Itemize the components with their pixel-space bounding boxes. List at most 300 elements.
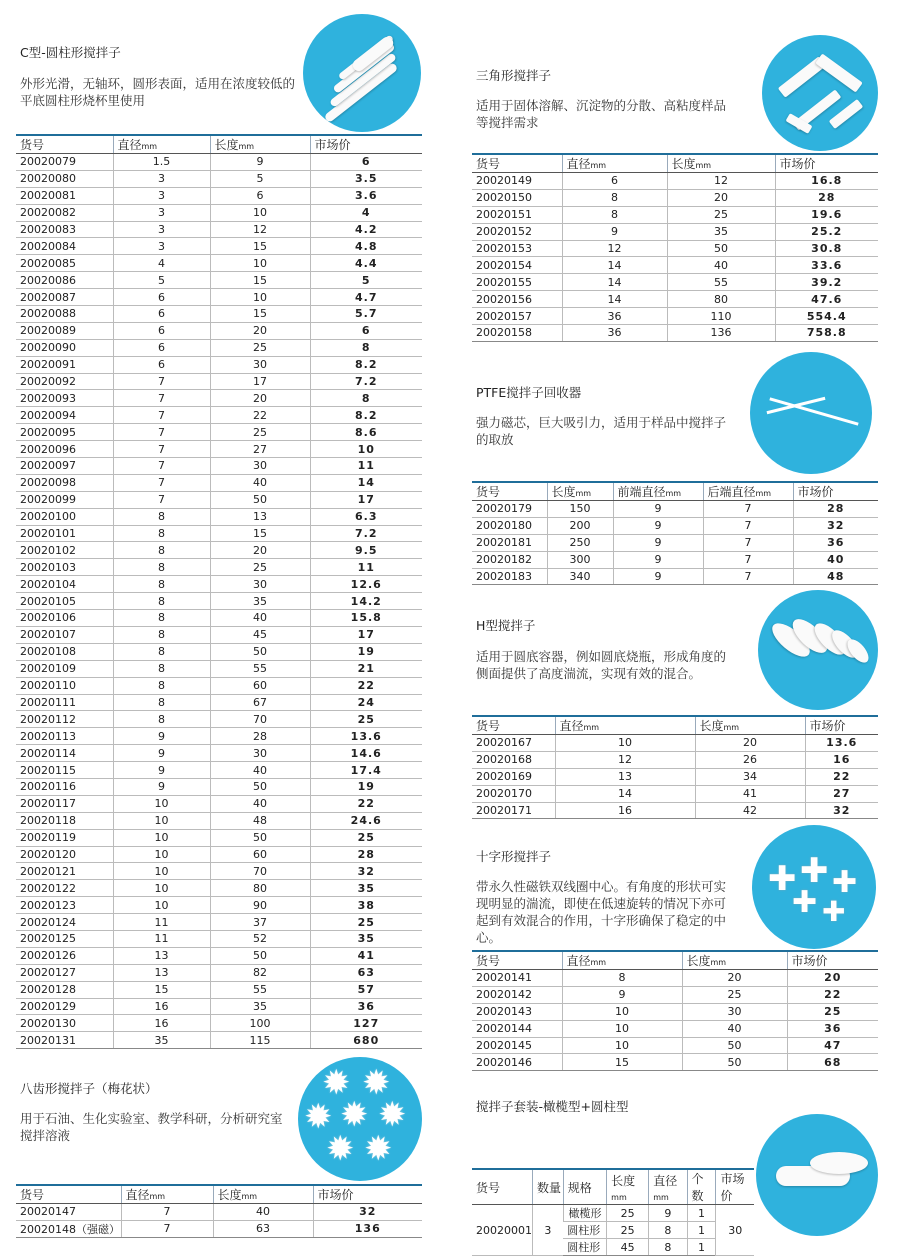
table-row [16, 795, 422, 812]
table-row [16, 947, 422, 964]
column-header: 直径mm [113, 135, 210, 154]
table-cell: 8 [113, 542, 210, 559]
table-cell: 19 [310, 778, 422, 795]
table-row [16, 441, 422, 458]
table-cell: 30 [210, 458, 310, 475]
table-row [16, 762, 422, 779]
kit-image [756, 1114, 878, 1236]
table-cell: 10 [310, 441, 422, 458]
table-cell: 14 [562, 257, 667, 274]
table-cell: 40 [210, 474, 310, 491]
table-cell: 20020170 [472, 785, 555, 802]
table-cell: 20020179 [472, 501, 547, 518]
table-cell: 35 [667, 223, 775, 240]
unit-label: mm [755, 489, 772, 498]
table-cell: 15 [562, 1054, 682, 1071]
table-cell: 20020099 [16, 491, 113, 508]
table-row [16, 306, 422, 323]
unit-label: mm [611, 1192, 627, 1202]
table-cell: 10 [113, 897, 210, 914]
table-cell: 20020146 [472, 1054, 562, 1071]
table-cell: 橄榄形 [563, 1205, 606, 1222]
table-cell: 4 [113, 255, 210, 272]
table-cell: 30 [210, 356, 310, 373]
table-row [472, 735, 878, 752]
table-cell: 25 [310, 829, 422, 846]
table-cell: 7 [121, 1220, 213, 1237]
table-cell: 20020095 [16, 424, 113, 441]
table-cell: 20 [210, 542, 310, 559]
table-header [472, 154, 878, 173]
table-cell: 4.8 [310, 238, 422, 255]
table-row [472, 751, 878, 768]
column-header: 长度mm [682, 951, 787, 970]
table-header [472, 1169, 754, 1205]
table-row [472, 534, 878, 551]
table-cell: 24 [310, 694, 422, 711]
table-cell: 圆柱形 [563, 1222, 606, 1239]
table-cell: 55 [667, 274, 775, 291]
table-cell: 20020086 [16, 272, 113, 289]
table-cell: 25 [210, 559, 310, 576]
table-cell: 37 [210, 914, 310, 931]
table-row [16, 542, 422, 559]
table-cell: 27 [805, 785, 878, 802]
table-cell: 4 [310, 204, 422, 221]
table-row [16, 593, 422, 610]
table-cell: 70 [210, 863, 310, 880]
table-cell: 35 [210, 593, 310, 610]
table-row [16, 778, 422, 795]
octagon-desc: 用于石油、生化实验室、教学科研，分析研究室搅拌溶液 [20, 1111, 283, 1143]
table-cell: 13 [113, 964, 210, 981]
table-cell: 20020151 [472, 206, 562, 223]
table-cell: 5 [310, 272, 422, 289]
table-cell: 20020115 [16, 762, 113, 779]
table-row [16, 204, 422, 221]
table-row [16, 610, 422, 627]
table-cell: 5.7 [310, 306, 422, 323]
cross-image: ✚ ✚ ✚ ✚ ✚ [752, 825, 876, 949]
unit-label: mm [710, 958, 727, 967]
table-cell: 8 [649, 1222, 687, 1239]
column-header: 市场价 [310, 135, 422, 154]
table-cell: 22 [310, 677, 422, 694]
table-row [472, 501, 878, 518]
table-cell: 7 [113, 390, 210, 407]
table-cell: 20020154 [472, 257, 562, 274]
table-cell: 20020126 [16, 947, 113, 964]
table-cell: 9 [113, 728, 210, 745]
table-cell: 20020149 [472, 173, 562, 190]
h-type-table [472, 715, 878, 819]
table-row [16, 187, 422, 204]
table-cell: 20020102 [16, 542, 113, 559]
table-row [16, 356, 422, 373]
table-cell: 15 [113, 981, 210, 998]
table-cell: 19.6 [775, 206, 878, 223]
triangle-table [472, 153, 878, 342]
table-cell: 13.6 [310, 728, 422, 745]
table-cell: 19 [310, 643, 422, 660]
table-cell: 20020087 [16, 289, 113, 306]
table-cell: 25 [310, 711, 422, 728]
table-cell: 20020080 [16, 170, 113, 187]
table-row [16, 272, 422, 289]
table-cell: 20020098 [16, 474, 113, 491]
table-cell: 57 [310, 981, 422, 998]
table-row [16, 981, 422, 998]
table-cell: 36 [562, 308, 667, 325]
table-cell: 150 [547, 501, 613, 518]
table-row [472, 768, 878, 785]
table-cell: 15 [210, 238, 310, 255]
table-row [16, 491, 422, 508]
table-cell: 20 [787, 970, 878, 987]
column-header: 市场价 [775, 154, 878, 173]
table-row [16, 863, 422, 880]
column-header: 货号 [472, 154, 562, 173]
column-header: 直径mm [555, 716, 695, 735]
table-cell: 22 [787, 986, 878, 1003]
table-cell: 20020118 [16, 812, 113, 829]
table-cell: 11 [310, 458, 422, 475]
table-cell: 20 [210, 390, 310, 407]
table-cell: 20020182 [472, 551, 547, 568]
table-cell: 80 [210, 880, 310, 897]
ptfe-table [472, 481, 878, 585]
table-row [16, 576, 422, 593]
table-row [16, 930, 422, 947]
table-cell: 20020128 [16, 981, 113, 998]
table-cell: 8 [113, 711, 210, 728]
table-cell: 13 [210, 508, 310, 525]
table-row [472, 325, 878, 342]
table-header [472, 951, 878, 970]
table-cell: 20020114 [16, 745, 113, 762]
octagon-title: 八齿形搅拌子（梅花状） [20, 1081, 158, 1096]
table-cell: 20020183 [472, 568, 547, 585]
table-cell: 8.2 [310, 356, 422, 373]
table-row [16, 812, 422, 829]
table-row [16, 745, 422, 762]
table-cell: 6 [113, 356, 210, 373]
table-cell: 136 [313, 1220, 422, 1237]
table-cell: 10 [562, 1037, 682, 1054]
table-cell: 40 [210, 610, 310, 627]
table-cell: 340 [547, 568, 613, 585]
table-cell: 9.5 [310, 542, 422, 559]
table-row [16, 525, 422, 542]
table-cell: 16.8 [775, 173, 878, 190]
column-header: 长度mm [667, 154, 775, 173]
table-cell: 4.2 [310, 221, 422, 238]
table-cell: 10 [113, 880, 210, 897]
table-row [16, 728, 422, 745]
table-cell: 9 [613, 517, 703, 534]
table-row [16, 424, 422, 441]
table-cell: 50 [682, 1037, 787, 1054]
table-row [16, 1032, 422, 1049]
table-cell: 6 [562, 173, 667, 190]
table-row [472, 785, 878, 802]
table-row [472, 517, 878, 534]
table-cell: 9 [113, 745, 210, 762]
table-cell: 10 [113, 812, 210, 829]
table-cell: 14 [562, 274, 667, 291]
table-cell: 20020116 [16, 778, 113, 795]
table-row [16, 914, 422, 931]
table-cell: 36 [562, 325, 667, 342]
column-header: 直径mm [649, 1169, 687, 1205]
column-header: 货号 [472, 482, 547, 501]
column-header: 货号 [16, 135, 113, 154]
table-cell: 11 [310, 559, 422, 576]
table-cell: 50 [667, 240, 775, 257]
table-cell: 8 [113, 576, 210, 593]
c-type-table [16, 134, 422, 1049]
table-cell: 80 [667, 291, 775, 308]
table-cell: 20020131 [16, 1032, 113, 1049]
table-cell: 25 [682, 986, 787, 1003]
table-cell: 30 [210, 745, 310, 762]
table-row [472, 274, 878, 291]
table-cell: 25 [210, 424, 310, 441]
kit-table [472, 1168, 754, 1256]
table-cell: 20020084 [16, 238, 113, 255]
table-cell: 20020169 [472, 768, 555, 785]
table-cell: 8 [113, 525, 210, 542]
table-cell: 20020092 [16, 373, 113, 390]
table-cell: 20020093 [16, 390, 113, 407]
octagon-image: ✹ ✹ ✹ ✹ ✹ ✹ ✹ [298, 1057, 422, 1181]
table-cell: 32 [805, 802, 878, 819]
table-row [472, 257, 878, 274]
table-cell: 1.5 [113, 154, 210, 171]
table-cell: 45 [210, 626, 310, 643]
table-cell: 55 [210, 660, 310, 677]
cross-table [472, 950, 878, 1071]
table-cell: 32 [793, 517, 878, 534]
table-cell: 8 [562, 970, 682, 987]
table-cell: 9 [210, 154, 310, 171]
table-cell: 7 [113, 458, 210, 475]
table-row [16, 407, 422, 424]
table-cell: 20020109 [16, 660, 113, 677]
table-cell: 63 [213, 1220, 313, 1237]
table-cell: 136 [667, 325, 775, 342]
table-cell: 50 [210, 491, 310, 508]
ptfe-image [750, 352, 872, 474]
unit-label: mm [238, 142, 255, 151]
table-cell: 20020104 [16, 576, 113, 593]
table-row [16, 170, 422, 187]
table-cell: 7 [113, 424, 210, 441]
table-cell: 9 [613, 501, 703, 518]
table-cell: 25 [787, 1003, 878, 1020]
table-row [16, 289, 422, 306]
table-cell: 3.6 [310, 187, 422, 204]
table-cell: 5 [113, 272, 210, 289]
table-row [16, 559, 422, 576]
table-cell: 20020119 [16, 829, 113, 846]
unit-label: mm [575, 489, 592, 498]
table-cell: 27 [210, 441, 310, 458]
table-cell: 25 [607, 1205, 649, 1222]
table-cell: 48 [793, 568, 878, 585]
table-cell: 50 [682, 1054, 787, 1071]
table-cell: 36 [793, 534, 878, 551]
table-cell: 20020141 [472, 970, 562, 987]
h-type-title: H型搅拌子 [476, 618, 536, 633]
table-row [16, 643, 422, 660]
table-row [16, 339, 422, 356]
column-header: 直径mm [121, 1185, 213, 1204]
table-cell: 14.6 [310, 745, 422, 762]
table-cell: 250 [547, 534, 613, 551]
table-cell: 36 [787, 1020, 878, 1037]
table-cell: 35 [310, 880, 422, 897]
unit-label: mm [241, 1192, 258, 1201]
table-cell: 16 [555, 802, 695, 819]
table-cell: 8 [113, 677, 210, 694]
table-cell: 21 [310, 660, 422, 677]
table-cell: 10 [113, 846, 210, 863]
table-cell: 40 [210, 795, 310, 812]
table-cell: 110 [667, 308, 775, 325]
table-cell: 7 [703, 551, 793, 568]
table-cell: 20020090 [16, 339, 113, 356]
table-cell: 17.4 [310, 762, 422, 779]
table-cell: 14 [555, 785, 695, 802]
table-row [16, 154, 422, 171]
table-cell: 11 [113, 930, 210, 947]
table-cell: 9 [562, 223, 667, 240]
table-cell: 41 [310, 947, 422, 964]
table-cell: 8 [113, 508, 210, 525]
table-cell: 15 [210, 525, 310, 542]
table-cell: 200 [547, 517, 613, 534]
table-cell: 20020083 [16, 221, 113, 238]
table-cell: 30 [716, 1205, 754, 1256]
table-cell: 3 [113, 221, 210, 238]
triangle-title: 三角形搅拌子 [476, 68, 552, 83]
table-cell: 14 [310, 474, 422, 491]
table-cell: 20020157 [472, 308, 562, 325]
table-cell: 8 [113, 559, 210, 576]
table-cell: 17 [310, 626, 422, 643]
table-cell: 28 [310, 846, 422, 863]
table-cell: 20020127 [16, 964, 113, 981]
table-row [16, 897, 422, 914]
table-cell: 9 [113, 778, 210, 795]
table-cell: 8 [113, 694, 210, 711]
column-header: 个数 [687, 1169, 716, 1205]
column-header: 货号 [16, 1185, 121, 1204]
table-cell: 20020107 [16, 626, 113, 643]
table-cell: 22 [310, 795, 422, 812]
table-cell: 圆柱形 [563, 1239, 606, 1256]
table-cell: 13 [555, 768, 695, 785]
cross-title: 十字形搅拌子 [476, 849, 552, 864]
table-row [16, 1204, 422, 1221]
table-row [472, 802, 878, 819]
table-cell: 7.2 [310, 525, 422, 542]
unit-label: mm [590, 958, 607, 967]
table-cell: 8 [113, 660, 210, 677]
table-cell: 20020130 [16, 1015, 113, 1032]
table-cell: 7.2 [310, 373, 422, 390]
table-cell: 70 [210, 711, 310, 728]
table-row [16, 694, 422, 711]
column-header: 长度mm [210, 135, 310, 154]
table-cell: 8.2 [310, 407, 422, 424]
table-cell: 20020181 [472, 534, 547, 551]
table-cell: 16 [113, 1015, 210, 1032]
table-cell: 10 [113, 863, 210, 880]
table-cell: 3.5 [310, 170, 422, 187]
c-type-title: C型-圆柱形搅拌子 [20, 45, 121, 60]
table-row [16, 474, 422, 491]
unit-label: mm [583, 723, 600, 732]
ptfe-title: PTFE搅拌子回收器 [476, 385, 582, 400]
column-header: 市场价 [716, 1169, 754, 1205]
table-cell: 20020158 [472, 325, 562, 342]
unit-label: mm [723, 723, 740, 732]
table-cell: 20020079 [16, 154, 113, 171]
table-row [16, 373, 422, 390]
octagon-table [16, 1184, 422, 1238]
table-cell: 20 [695, 735, 805, 752]
table-cell: 4.4 [310, 255, 422, 272]
table-cell: 3 [533, 1205, 564, 1256]
table-cell: 11 [113, 914, 210, 931]
table-row [16, 458, 422, 475]
column-header: 货号 [472, 1169, 533, 1205]
table-cell: 7 [113, 407, 210, 424]
table-cell: 40 [682, 1020, 787, 1037]
table-cell: 20020106 [16, 610, 113, 627]
table-row [16, 677, 422, 694]
table-cell: 67 [210, 694, 310, 711]
table-cell: 9 [562, 986, 682, 1003]
table-cell: 100 [210, 1015, 310, 1032]
table-cell: 9 [113, 762, 210, 779]
table-cell: 12 [667, 173, 775, 190]
h-type-desc: 适用于圆底容器，例如圆底烧瓶，形成角度的侧面提供了高度湍流，实现有效的混合。 [476, 649, 727, 681]
table-row [16, 964, 422, 981]
table-cell: 40 [210, 762, 310, 779]
table-cell: 8 [310, 339, 422, 356]
table-cell: 7 [703, 517, 793, 534]
table-cell: 10 [113, 829, 210, 846]
table-cell: 8 [562, 189, 667, 206]
triangle-image [762, 35, 878, 151]
table-row [16, 322, 422, 339]
column-header: 直径mm [562, 951, 682, 970]
table-row [16, 880, 422, 897]
table-cell: 20020091 [16, 356, 113, 373]
table-cell: 9 [613, 568, 703, 585]
table-row [16, 508, 422, 525]
table-cell: 20020105 [16, 593, 113, 610]
table-cell: 6 [210, 187, 310, 204]
table-cell: 34 [695, 768, 805, 785]
table-cell: 45 [607, 1239, 649, 1256]
table-cell: 20020168 [472, 751, 555, 768]
table-cell: 32 [313, 1204, 422, 1221]
table-row [472, 173, 878, 190]
